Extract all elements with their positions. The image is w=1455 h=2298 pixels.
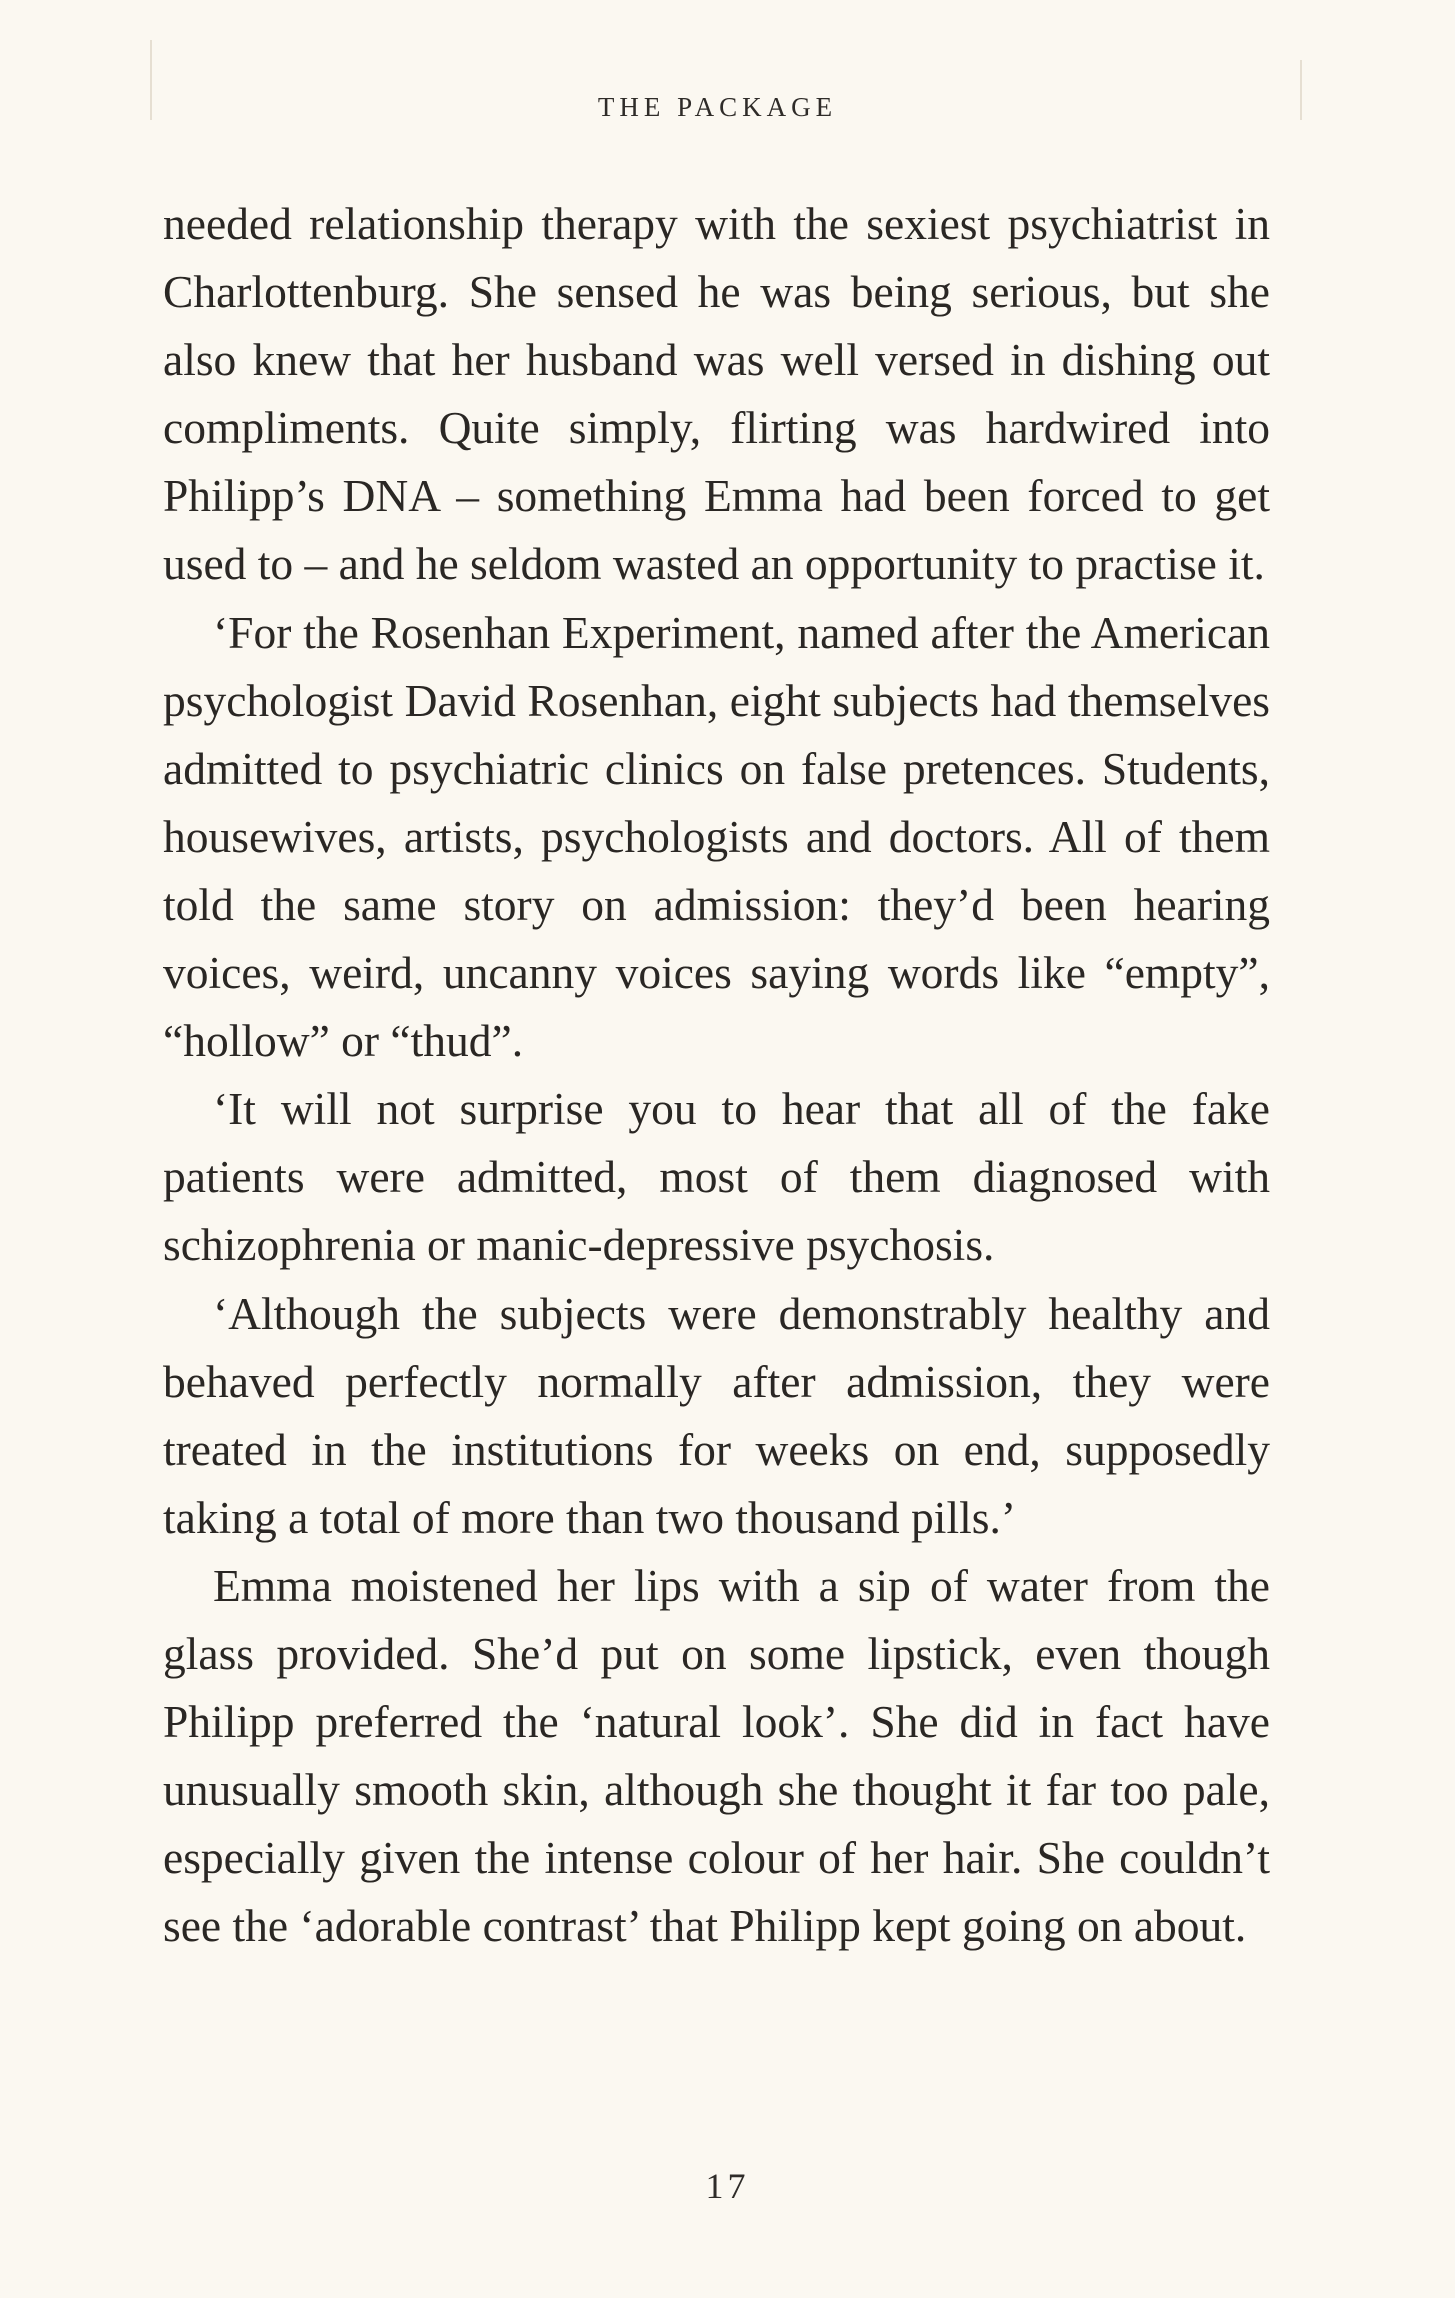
- paragraph-3: ‘It will not surprise you to hear that all of the fake patients were admitted, most of them diagnosed with schizophrenia or manic-depressive psychosis.: [163, 1083, 1270, 1271]
- paragraph-5: Emma moistened her lips with a sip of water from the glass provided. She’d put on some lipstick, even though Philipp preferred the ‘natural look’. She did in fact have unusually smooth skin, although she thought it far too pale, especially given the intense colour of her hair. She couldn’t see the ‘adorable contrast’ that Philipp kept going on about.: [163, 1559, 1270, 1952]
- running-head: THE PACKAGE: [597, 92, 838, 122]
- paragraph-1: needed relationship therapy with the sexiest psychiatrist in Charlottenburg. She sensed he was being serious, but she also knew that her husband was well versed in dishing out compliments. Quite simply, flirting was hardwired into Philipp’s DNA – something Emma had been forced to get used to – and he seldom wasted an opportunity to practise it.: [163, 198, 1270, 590]
- body-text: [163, 190, 1270, 1960]
- paragraph-4: ‘Although the subjects were demonstrably healthy and behaved perfectly normally after admission, they were treated in the institutions for weeks on end, supposedly taking a total of more than two thousand pills.’: [163, 1287, 1270, 1543]
- paragraph-2: ‘For the Rosenhan Experiment, named after the American psychologist David Rosenhan, eight subjects had themselves admitted to psychiatric clinics on false pretences. Students, housewives, artists, psychologists and doctors. All of them told the same story on admission: they’d been hearing voices, weird, uncanny voices saying words like “empty”, “hollow” or “thud”.: [163, 606, 1270, 1067]
- page-number: 17: [705, 2166, 750, 2206]
